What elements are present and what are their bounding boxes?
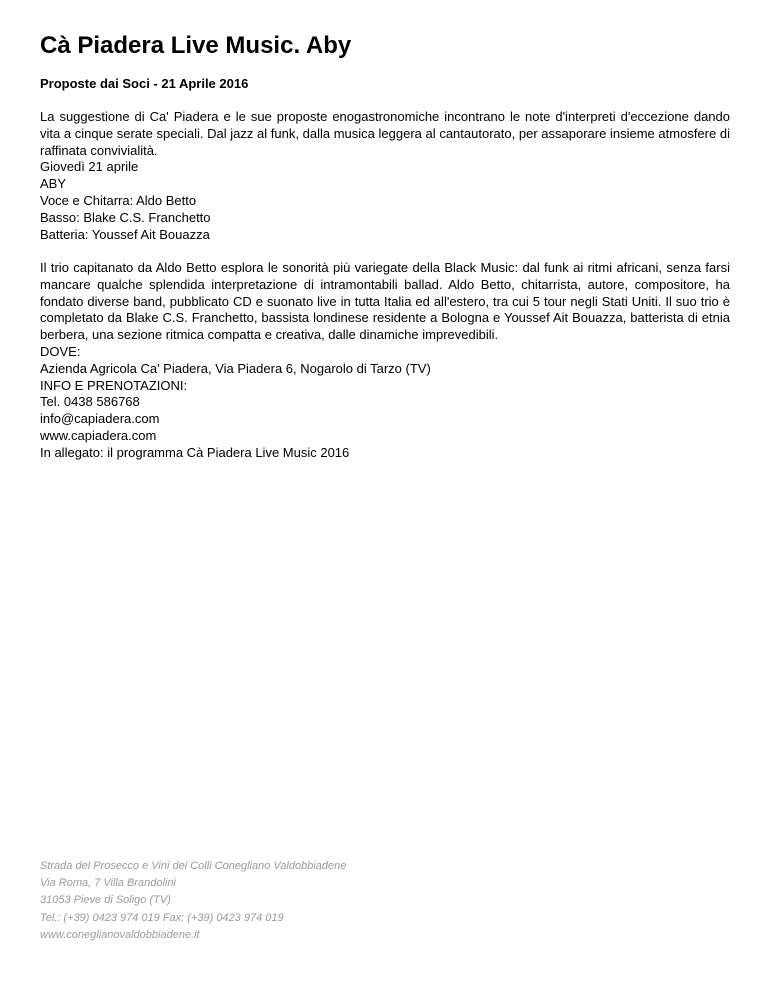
description-paragraph: Il trio capitanato da Aldo Betto esplora le sonorità più variegate della Black Music: dal funk ai ritmi africani, senza farsi mancare qualche splendida interpretazione di intramontabili ballad. Aldo Betto, chitarrista, autore, compositore, ha fondato diverse band, pubblicato CD e suonato live in tutta Italia ed all'estero, tra cui 5 tour negli Stati Uniti. Il suo trio è completato da Blake C.S. Franchetto, bassista londinese residente a Bologna e Youssef Ait Bouazza, batterista di etnia berbera, una sezione ritmica compatta e creativa, dalle dinamiche imprevedibili. — [40, 260, 730, 343]
lineup-item-vocals-guitar: Voce e Chitarra: Aldo Betto — [40, 192, 197, 208]
article-subtitle: Proposte dai Soci - 21 Aprile 2016 — [40, 76, 249, 91]
event-intro-section — [40, 109, 730, 243]
phone-number: Tel. 0438 586768 — [40, 394, 140, 410]
footer-website: www.coneglianovaldobbiadene.it — [40, 928, 200, 941]
lineup-item-bass: Basso: Blake C.S. Franchetto — [40, 209, 211, 225]
band-name: ABY — [40, 176, 67, 192]
where-label: DOVE: — [40, 343, 81, 359]
info-label: INFO E PRENOTAZIONI: — [40, 377, 188, 393]
email-address: info@capiadera.com — [40, 411, 160, 427]
where-address: Azienda Agricola Ca' Piadera, Via Piadera 6, Nogarolo di Tarzo (TV) — [40, 360, 431, 376]
footer-contacts: Tel.: (+39) 0423 974 019 Fax: (+39) 0423 974 019 — [40, 911, 284, 924]
footer-city: 31053 Pieve di Soligo (TV) — [40, 894, 171, 907]
page-title: Cà Piadera Live Music. Aby — [40, 32, 352, 59]
attachment-note: In allegato: il programma Cà Piadera Live Music 2016 — [40, 444, 350, 460]
event-details-section — [40, 260, 730, 462]
page-footer — [40, 858, 346, 944]
footer-organization: Strada del Prosecco e Vini dei Colli Conegliano Valdobbiadene — [40, 860, 347, 872]
lineup-item-drums: Batteria: Youssef Ait Bouazza — [40, 226, 210, 242]
website-link: www.capiadera.com — [40, 427, 157, 443]
footer-address: Via Roma, 7 Villa Brandolini — [40, 877, 176, 890]
event-date: Giovedì 21 aprile — [40, 159, 139, 175]
intro-paragraph: La suggestione di Ca' Piadera e le sue proposte enogastronomiche incontrano le note d'interpreti d'eccezione dando vita a cinque serate speciali. Dal jazz al funk, dalla musica leggera al cantautorato, per assaporare insieme atmosfere di raffinata convivialità. — [40, 109, 730, 158]
